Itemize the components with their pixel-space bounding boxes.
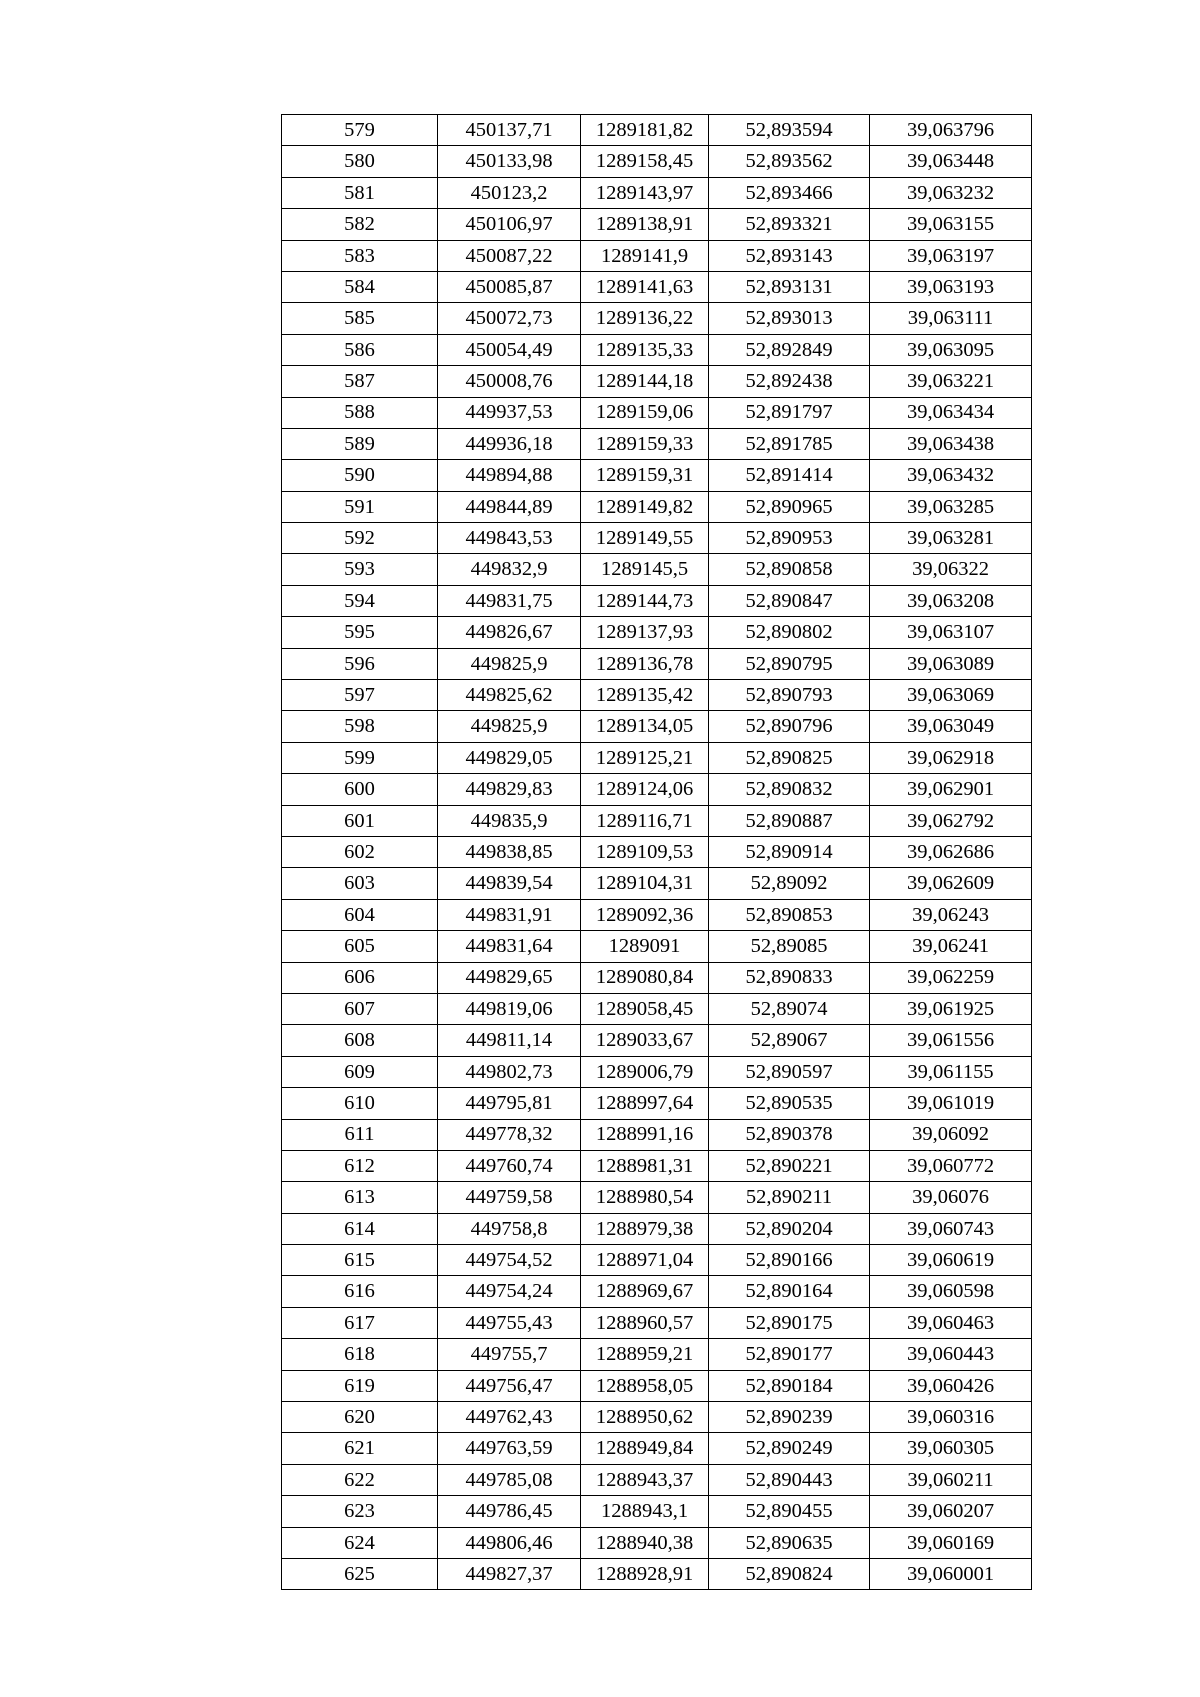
table-row	[282, 1370, 1032, 1401]
y-coordinate-cell: 1289137,93	[581, 617, 709, 648]
y-coordinate-cell: 1289159,31	[581, 460, 709, 491]
y-coordinate-cell: 1289006,79	[581, 1056, 709, 1087]
x-coordinate-cell: 449937,53	[438, 397, 581, 428]
point-number-cell: 610	[282, 1088, 438, 1119]
y-coordinate-cell: 1288943,37	[581, 1464, 709, 1495]
longitude-cell: 39,061556	[870, 1025, 1032, 1056]
point-number-cell: 622	[282, 1464, 438, 1495]
point-number-cell: 609	[282, 1056, 438, 1087]
latitude-cell: 52,890953	[709, 523, 870, 554]
latitude-cell: 52,890239	[709, 1402, 870, 1433]
table-row	[282, 428, 1032, 459]
point-number-cell: 620	[282, 1402, 438, 1433]
table-row	[282, 460, 1032, 491]
x-coordinate-cell: 449936,18	[438, 428, 581, 459]
longitude-cell: 39,060443	[870, 1339, 1032, 1370]
longitude-cell: 39,060772	[870, 1150, 1032, 1181]
table-row	[282, 1213, 1032, 1244]
point-number-cell: 595	[282, 617, 438, 648]
point-number-cell: 579	[282, 115, 438, 146]
table-row	[282, 1527, 1032, 1558]
longitude-cell: 39,062901	[870, 774, 1032, 805]
y-coordinate-cell: 1289149,55	[581, 523, 709, 554]
y-coordinate-cell: 1289092,36	[581, 899, 709, 930]
table-row	[282, 711, 1032, 742]
x-coordinate-cell: 449825,62	[438, 680, 581, 711]
x-coordinate-cell: 449806,46	[438, 1527, 581, 1558]
latitude-cell: 52,890858	[709, 554, 870, 585]
y-coordinate-cell: 1288928,91	[581, 1558, 709, 1589]
y-coordinate-cell: 1288971,04	[581, 1245, 709, 1276]
x-coordinate-cell: 449831,64	[438, 931, 581, 962]
point-number-cell: 600	[282, 774, 438, 805]
latitude-cell: 52,890847	[709, 585, 870, 616]
x-coordinate-cell: 450054,49	[438, 334, 581, 365]
x-coordinate-cell: 449802,73	[438, 1056, 581, 1087]
table-row	[282, 1433, 1032, 1464]
x-coordinate-cell: 449829,05	[438, 742, 581, 773]
point-number-cell: 604	[282, 899, 438, 930]
point-number-cell: 606	[282, 962, 438, 993]
latitude-cell: 52,89085	[709, 931, 870, 962]
y-coordinate-cell: 1289144,73	[581, 585, 709, 616]
latitude-cell: 52,890455	[709, 1496, 870, 1527]
table-row	[282, 554, 1032, 585]
longitude-cell: 39,063111	[870, 303, 1032, 334]
longitude-cell: 39,063796	[870, 115, 1032, 146]
latitude-cell: 52,891785	[709, 428, 870, 459]
point-number-cell: 624	[282, 1527, 438, 1558]
latitude-cell: 52,890249	[709, 1433, 870, 1464]
point-number-cell: 591	[282, 491, 438, 522]
table-row	[282, 115, 1032, 146]
table-row	[282, 146, 1032, 177]
table-row	[282, 1088, 1032, 1119]
x-coordinate-cell: 449754,24	[438, 1276, 581, 1307]
latitude-cell: 52,890221	[709, 1150, 870, 1181]
point-number-cell: 597	[282, 680, 438, 711]
y-coordinate-cell: 1289104,31	[581, 868, 709, 899]
latitude-cell: 52,890204	[709, 1213, 870, 1244]
point-number-cell: 615	[282, 1245, 438, 1276]
y-coordinate-cell: 1289091	[581, 931, 709, 962]
point-number-cell: 590	[282, 460, 438, 491]
table-row	[282, 1182, 1032, 1213]
longitude-cell: 39,060001	[870, 1558, 1032, 1589]
longitude-cell: 39,060598	[870, 1276, 1032, 1307]
y-coordinate-cell: 1288960,57	[581, 1307, 709, 1338]
x-coordinate-cell: 449843,53	[438, 523, 581, 554]
latitude-cell: 52,890914	[709, 836, 870, 867]
longitude-cell: 39,063221	[870, 366, 1032, 397]
table-row	[282, 1119, 1032, 1150]
table-row	[282, 1025, 1032, 1056]
table-row	[282, 899, 1032, 930]
point-number-cell: 616	[282, 1276, 438, 1307]
table-row	[282, 1150, 1032, 1181]
table-row	[282, 774, 1032, 805]
x-coordinate-cell: 449844,89	[438, 491, 581, 522]
latitude-cell: 52,890833	[709, 962, 870, 993]
longitude-cell: 39,063069	[870, 680, 1032, 711]
y-coordinate-cell: 1289136,78	[581, 648, 709, 679]
y-coordinate-cell: 1289143,97	[581, 177, 709, 208]
point-number-cell: 605	[282, 931, 438, 962]
longitude-cell: 39,063049	[870, 711, 1032, 742]
table-row	[282, 931, 1032, 962]
point-number-cell: 617	[282, 1307, 438, 1338]
x-coordinate-cell: 450072,73	[438, 303, 581, 334]
table-row	[282, 1496, 1032, 1527]
y-coordinate-cell: 1288950,62	[581, 1402, 709, 1433]
latitude-cell: 52,890166	[709, 1245, 870, 1276]
x-coordinate-cell: 449825,9	[438, 648, 581, 679]
longitude-cell: 39,060169	[870, 1527, 1032, 1558]
longitude-cell: 39,06092	[870, 1119, 1032, 1150]
table-row	[282, 1245, 1032, 1276]
latitude-cell: 52,890853	[709, 899, 870, 930]
point-number-cell: 623	[282, 1496, 438, 1527]
x-coordinate-cell: 450137,71	[438, 115, 581, 146]
x-coordinate-cell: 449819,06	[438, 993, 581, 1024]
latitude-cell: 52,890535	[709, 1088, 870, 1119]
table-row	[282, 648, 1032, 679]
x-coordinate-cell: 449811,14	[438, 1025, 581, 1056]
longitude-cell: 39,060743	[870, 1213, 1032, 1244]
longitude-cell: 39,06241	[870, 931, 1032, 962]
latitude-cell: 52,892438	[709, 366, 870, 397]
point-number-cell: 581	[282, 177, 438, 208]
x-coordinate-cell: 450008,76	[438, 366, 581, 397]
longitude-cell: 39,06322	[870, 554, 1032, 585]
table-row	[282, 271, 1032, 302]
longitude-cell: 39,063285	[870, 491, 1032, 522]
longitude-cell: 39,063208	[870, 585, 1032, 616]
x-coordinate-cell: 449756,47	[438, 1370, 581, 1401]
x-coordinate-cell: 450085,87	[438, 271, 581, 302]
longitude-cell: 39,060316	[870, 1402, 1032, 1433]
x-coordinate-cell: 449759,58	[438, 1182, 581, 1213]
table-row	[282, 334, 1032, 365]
x-coordinate-cell: 449758,8	[438, 1213, 581, 1244]
latitude-cell: 52,890211	[709, 1182, 870, 1213]
longitude-cell: 39,060305	[870, 1433, 1032, 1464]
longitude-cell: 39,063155	[870, 209, 1032, 240]
longitude-cell: 39,063448	[870, 146, 1032, 177]
x-coordinate-cell: 449762,43	[438, 1402, 581, 1433]
table-row	[282, 491, 1032, 522]
longitude-cell: 39,063232	[870, 177, 1032, 208]
table-row	[282, 1464, 1032, 1495]
x-coordinate-cell: 450106,97	[438, 209, 581, 240]
point-number-cell: 588	[282, 397, 438, 428]
x-coordinate-cell: 449894,88	[438, 460, 581, 491]
y-coordinate-cell: 1288949,84	[581, 1433, 709, 1464]
longitude-cell: 39,061155	[870, 1056, 1032, 1087]
point-number-cell: 603	[282, 868, 438, 899]
latitude-cell: 52,890824	[709, 1558, 870, 1589]
longitude-cell: 39,061019	[870, 1088, 1032, 1119]
y-coordinate-cell: 1289116,71	[581, 805, 709, 836]
latitude-cell: 52,89067	[709, 1025, 870, 1056]
x-coordinate-cell: 449786,45	[438, 1496, 581, 1527]
longitude-cell: 39,062259	[870, 962, 1032, 993]
table-row	[282, 617, 1032, 648]
y-coordinate-cell: 1288969,67	[581, 1276, 709, 1307]
latitude-cell: 52,890802	[709, 617, 870, 648]
longitude-cell: 39,060426	[870, 1370, 1032, 1401]
table-row	[282, 1307, 1032, 1338]
y-coordinate-cell: 1288997,64	[581, 1088, 709, 1119]
latitude-cell: 52,891414	[709, 460, 870, 491]
point-number-cell: 585	[282, 303, 438, 334]
table-row	[282, 993, 1032, 1024]
point-number-cell: 618	[282, 1339, 438, 1370]
point-number-cell: 614	[282, 1213, 438, 1244]
table-row	[282, 209, 1032, 240]
y-coordinate-cell: 1289141,9	[581, 240, 709, 271]
table-row	[282, 680, 1032, 711]
point-number-cell: 601	[282, 805, 438, 836]
point-number-cell: 621	[282, 1433, 438, 1464]
latitude-cell: 52,890184	[709, 1370, 870, 1401]
x-coordinate-cell: 450087,22	[438, 240, 581, 271]
longitude-cell: 39,062792	[870, 805, 1032, 836]
latitude-cell: 52,890177	[709, 1339, 870, 1370]
x-coordinate-cell: 449778,32	[438, 1119, 581, 1150]
longitude-cell: 39,063107	[870, 617, 1032, 648]
x-coordinate-cell: 450123,2	[438, 177, 581, 208]
y-coordinate-cell: 1289138,91	[581, 209, 709, 240]
latitude-cell: 52,893131	[709, 271, 870, 302]
y-coordinate-cell: 1289181,82	[581, 115, 709, 146]
x-coordinate-cell: 449831,91	[438, 899, 581, 930]
point-number-cell: 613	[282, 1182, 438, 1213]
point-number-cell: 602	[282, 836, 438, 867]
longitude-cell: 39,063434	[870, 397, 1032, 428]
coordinates-table	[281, 114, 1032, 1590]
x-coordinate-cell: 449785,08	[438, 1464, 581, 1495]
point-number-cell: 607	[282, 993, 438, 1024]
table-row	[282, 240, 1032, 271]
longitude-cell: 39,063281	[870, 523, 1032, 554]
x-coordinate-cell: 449760,74	[438, 1150, 581, 1181]
y-coordinate-cell: 1288979,38	[581, 1213, 709, 1244]
latitude-cell: 52,890597	[709, 1056, 870, 1087]
point-number-cell: 611	[282, 1119, 438, 1150]
point-number-cell: 598	[282, 711, 438, 742]
y-coordinate-cell: 1289135,42	[581, 680, 709, 711]
table-row	[282, 1339, 1032, 1370]
y-coordinate-cell: 1288943,1	[581, 1496, 709, 1527]
latitude-cell: 52,893594	[709, 115, 870, 146]
latitude-cell: 52,890793	[709, 680, 870, 711]
point-number-cell: 608	[282, 1025, 438, 1056]
table-row	[282, 585, 1032, 616]
y-coordinate-cell: 1289136,22	[581, 303, 709, 334]
x-coordinate-cell: 450133,98	[438, 146, 581, 177]
y-coordinate-cell: 1288959,21	[581, 1339, 709, 1370]
longitude-cell: 39,063438	[870, 428, 1032, 459]
table-row	[282, 177, 1032, 208]
table-row	[282, 742, 1032, 773]
point-number-cell: 584	[282, 271, 438, 302]
coordinates-table-body	[282, 115, 1032, 1590]
latitude-cell: 52,890832	[709, 774, 870, 805]
point-number-cell: 587	[282, 366, 438, 397]
y-coordinate-cell: 1288991,16	[581, 1119, 709, 1150]
point-number-cell: 580	[282, 146, 438, 177]
y-coordinate-cell: 1289058,45	[581, 993, 709, 1024]
y-coordinate-cell: 1289033,67	[581, 1025, 709, 1056]
x-coordinate-cell: 449838,85	[438, 836, 581, 867]
point-number-cell: 625	[282, 1558, 438, 1589]
latitude-cell: 52,890443	[709, 1464, 870, 1495]
latitude-cell: 52,890796	[709, 711, 870, 742]
x-coordinate-cell: 449755,7	[438, 1339, 581, 1370]
x-coordinate-cell: 449795,81	[438, 1088, 581, 1119]
table-row	[282, 836, 1032, 867]
y-coordinate-cell: 1289109,53	[581, 836, 709, 867]
x-coordinate-cell: 449835,9	[438, 805, 581, 836]
table-row	[282, 962, 1032, 993]
longitude-cell: 39,060463	[870, 1307, 1032, 1338]
y-coordinate-cell: 1288980,54	[581, 1182, 709, 1213]
x-coordinate-cell: 449831,75	[438, 585, 581, 616]
x-coordinate-cell: 449827,37	[438, 1558, 581, 1589]
x-coordinate-cell: 449825,9	[438, 711, 581, 742]
table-row	[282, 1402, 1032, 1433]
latitude-cell: 52,893013	[709, 303, 870, 334]
y-coordinate-cell: 1289135,33	[581, 334, 709, 365]
x-coordinate-cell: 449755,43	[438, 1307, 581, 1338]
y-coordinate-cell: 1289080,84	[581, 962, 709, 993]
table-row	[282, 1056, 1032, 1087]
y-coordinate-cell: 1289145,5	[581, 554, 709, 585]
x-coordinate-cell: 449754,52	[438, 1245, 581, 1276]
point-number-cell: 592	[282, 523, 438, 554]
latitude-cell: 52,891797	[709, 397, 870, 428]
y-coordinate-cell: 1288981,31	[581, 1150, 709, 1181]
table-row	[282, 366, 1032, 397]
point-number-cell: 594	[282, 585, 438, 616]
longitude-cell: 39,063432	[870, 460, 1032, 491]
y-coordinate-cell: 1289149,82	[581, 491, 709, 522]
point-number-cell: 593	[282, 554, 438, 585]
point-number-cell: 596	[282, 648, 438, 679]
latitude-cell: 52,890965	[709, 491, 870, 522]
x-coordinate-cell: 449829,65	[438, 962, 581, 993]
y-coordinate-cell: 1288940,38	[581, 1527, 709, 1558]
latitude-cell: 52,89092	[709, 868, 870, 899]
y-coordinate-cell: 1289141,63	[581, 271, 709, 302]
latitude-cell: 52,893562	[709, 146, 870, 177]
longitude-cell: 39,06243	[870, 899, 1032, 930]
y-coordinate-cell: 1289158,45	[581, 146, 709, 177]
latitude-cell: 52,893466	[709, 177, 870, 208]
y-coordinate-cell: 1289124,06	[581, 774, 709, 805]
latitude-cell: 52,893143	[709, 240, 870, 271]
latitude-cell: 52,890635	[709, 1527, 870, 1558]
latitude-cell: 52,893321	[709, 209, 870, 240]
longitude-cell: 39,062609	[870, 868, 1032, 899]
longitude-cell: 39,060211	[870, 1464, 1032, 1495]
longitude-cell: 39,061925	[870, 993, 1032, 1024]
table-row	[282, 523, 1032, 554]
table-row	[282, 1558, 1032, 1589]
latitude-cell: 52,890825	[709, 742, 870, 773]
table-row	[282, 868, 1032, 899]
longitude-cell: 39,062686	[870, 836, 1032, 867]
latitude-cell: 52,890175	[709, 1307, 870, 1338]
y-coordinate-cell: 1289144,18	[581, 366, 709, 397]
y-coordinate-cell: 1289159,06	[581, 397, 709, 428]
latitude-cell: 52,890887	[709, 805, 870, 836]
point-number-cell: 599	[282, 742, 438, 773]
point-number-cell: 582	[282, 209, 438, 240]
table-row	[282, 397, 1032, 428]
x-coordinate-cell: 449826,67	[438, 617, 581, 648]
x-coordinate-cell: 449763,59	[438, 1433, 581, 1464]
y-coordinate-cell: 1289134,05	[581, 711, 709, 742]
x-coordinate-cell: 449832,9	[438, 554, 581, 585]
point-number-cell: 589	[282, 428, 438, 459]
longitude-cell: 39,063095	[870, 334, 1032, 365]
table-row	[282, 1276, 1032, 1307]
longitude-cell: 39,062918	[870, 742, 1032, 773]
x-coordinate-cell: 449829,83	[438, 774, 581, 805]
longitude-cell: 39,063193	[870, 271, 1032, 302]
y-coordinate-cell: 1289125,21	[581, 742, 709, 773]
point-number-cell: 583	[282, 240, 438, 271]
longitude-cell: 39,060619	[870, 1245, 1032, 1276]
longitude-cell: 39,063197	[870, 240, 1032, 271]
latitude-cell: 52,892849	[709, 334, 870, 365]
y-coordinate-cell: 1289159,33	[581, 428, 709, 459]
x-coordinate-cell: 449839,54	[438, 868, 581, 899]
latitude-cell: 52,890164	[709, 1276, 870, 1307]
latitude-cell: 52,89074	[709, 993, 870, 1024]
table-row	[282, 805, 1032, 836]
point-number-cell: 612	[282, 1150, 438, 1181]
y-coordinate-cell: 1288958,05	[581, 1370, 709, 1401]
longitude-cell: 39,06076	[870, 1182, 1032, 1213]
longitude-cell: 39,063089	[870, 648, 1032, 679]
longitude-cell: 39,060207	[870, 1496, 1032, 1527]
latitude-cell: 52,890795	[709, 648, 870, 679]
latitude-cell: 52,890378	[709, 1119, 870, 1150]
point-number-cell: 619	[282, 1370, 438, 1401]
point-number-cell: 586	[282, 334, 438, 365]
table-row	[282, 303, 1032, 334]
